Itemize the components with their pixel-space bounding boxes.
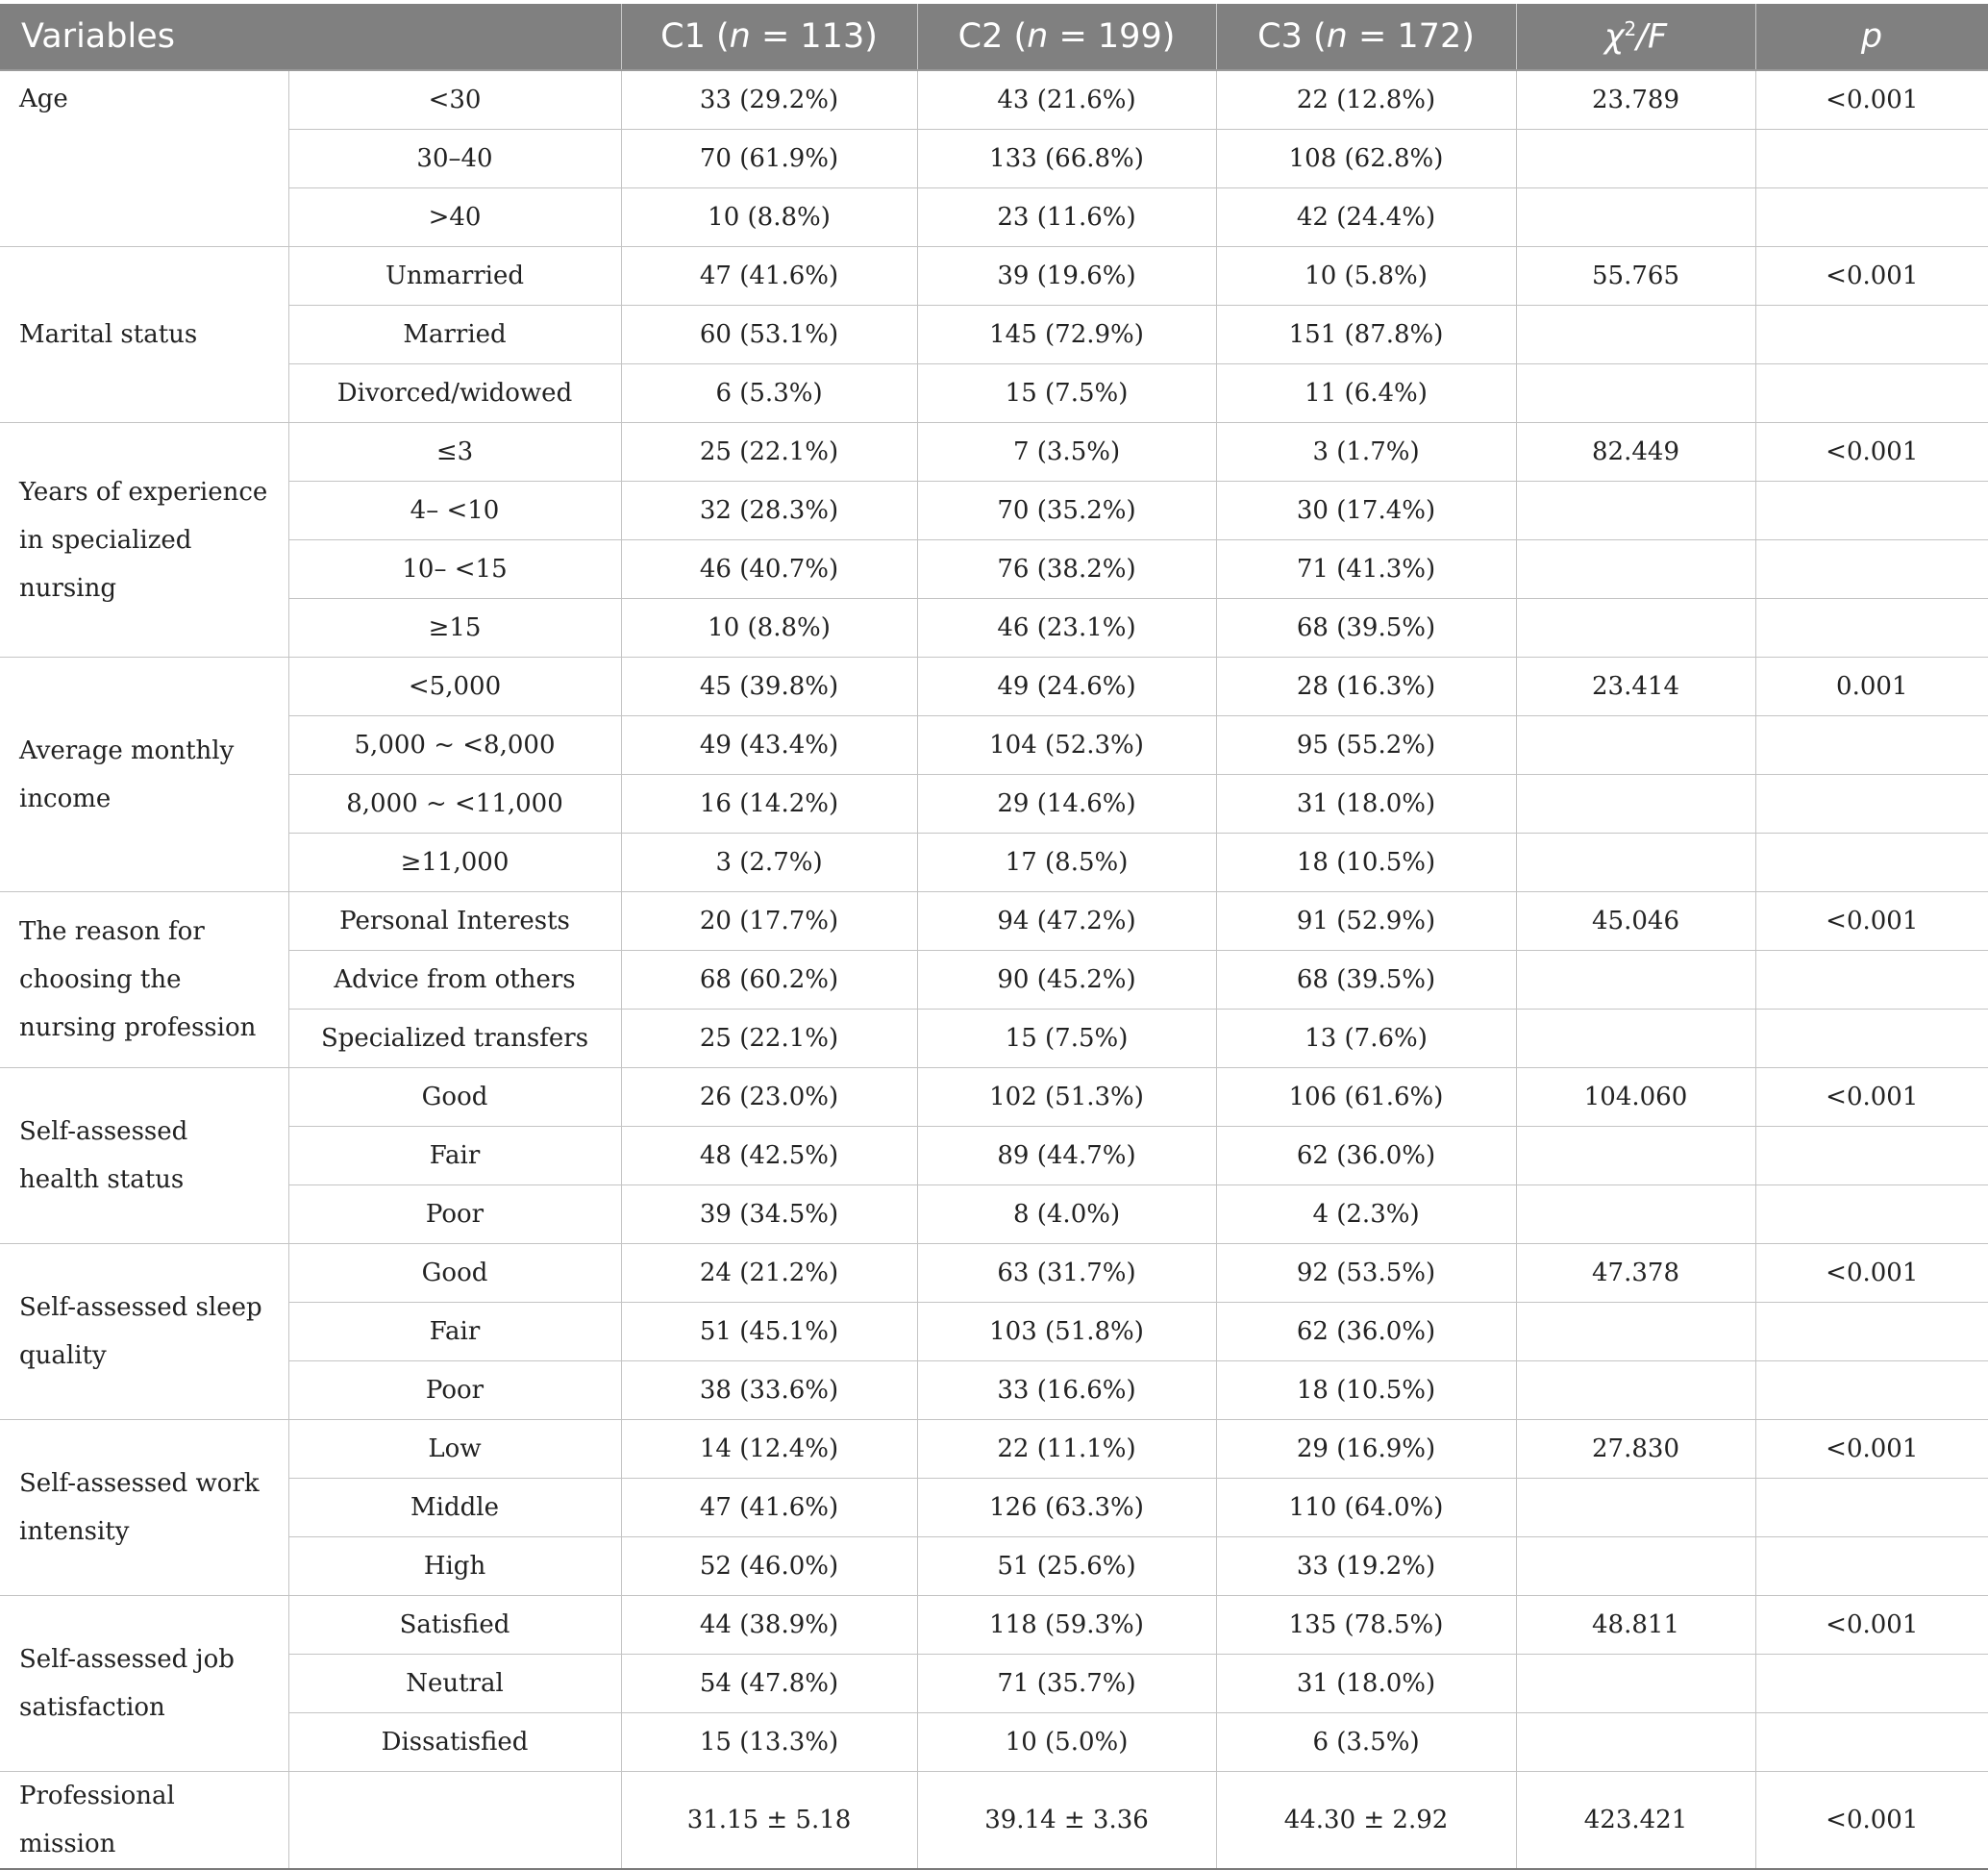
c3-value-cell: 92 (53.5%) xyxy=(1216,1244,1516,1303)
c1-value-cell: 14 (12.4%) xyxy=(621,1420,917,1479)
variable-name-cell: Self-assessed health status xyxy=(0,1068,288,1244)
variable-name-cell: Average monthly income xyxy=(0,658,288,892)
level-cell: Personal Interests xyxy=(288,892,621,951)
table-header xyxy=(0,4,1988,70)
table-row xyxy=(0,1420,1988,1479)
c1-value-cell: 44 (38.9%) xyxy=(621,1596,917,1655)
c1-value-cell: 39 (34.5%) xyxy=(621,1185,917,1244)
c2-value-cell: 33 (16.6%) xyxy=(917,1361,1216,1420)
level-cell: Married xyxy=(288,306,621,364)
table-row xyxy=(0,188,1988,247)
level-cell: 4– <10 xyxy=(288,482,621,540)
level-cell xyxy=(288,1772,621,1869)
c2-value-cell: 103 (51.8%) xyxy=(917,1303,1216,1361)
empty-p-cell xyxy=(1755,1713,1988,1772)
empty-p-cell xyxy=(1755,188,1988,247)
c2-value-cell: 104 (52.3%) xyxy=(917,716,1216,775)
p-value-cell: <0.001 xyxy=(1755,423,1988,482)
variable-name-cell: Self-assessed job satisfaction xyxy=(0,1596,288,1772)
table-row xyxy=(0,892,1988,951)
empty-p-cell xyxy=(1755,834,1988,892)
level-cell: Satisfied xyxy=(288,1596,621,1655)
table-row xyxy=(0,1479,1988,1537)
empty-stat-cell xyxy=(1516,1537,1755,1596)
c2-value-cell: 126 (63.3%) xyxy=(917,1479,1216,1537)
empty-p-cell xyxy=(1755,1361,1988,1420)
c2-value-cell: 90 (45.2%) xyxy=(917,951,1216,1010)
c3-value-cell: 108 (62.8%) xyxy=(1216,130,1516,188)
empty-stat-cell xyxy=(1516,1655,1755,1713)
level-cell: Dissatisfied xyxy=(288,1713,621,1772)
chi-square-f-cell: 23.414 xyxy=(1516,658,1755,716)
data-table-container xyxy=(0,4,1988,1869)
level-cell: <5,000 xyxy=(288,658,621,716)
level-cell: 30–40 xyxy=(288,130,621,188)
c3-value-cell: 29 (16.9%) xyxy=(1216,1420,1516,1479)
c2-value-cell: 39 (19.6%) xyxy=(917,247,1216,306)
c2-value-cell: 29 (14.6%) xyxy=(917,775,1216,834)
empty-p-cell xyxy=(1755,1010,1988,1068)
empty-stat-cell xyxy=(1516,1361,1755,1420)
c3-value-cell: 33 (19.2%) xyxy=(1216,1537,1516,1596)
empty-p-cell xyxy=(1755,775,1988,834)
c1-value-cell: 38 (33.6%) xyxy=(621,1361,917,1420)
table-row xyxy=(0,1244,1988,1303)
p-value-cell: <0.001 xyxy=(1755,1596,1988,1655)
c1-value-cell: 47 (41.6%) xyxy=(621,1479,917,1537)
chi-square-f-cell: 104.060 xyxy=(1516,1068,1755,1127)
empty-stat-cell xyxy=(1516,364,1755,423)
c3-value-cell: 11 (6.4%) xyxy=(1216,364,1516,423)
table-row xyxy=(0,775,1988,834)
table-row xyxy=(0,1010,1988,1068)
table-row xyxy=(0,70,1988,130)
c2-value-cell: 22 (11.1%) xyxy=(917,1420,1216,1479)
c3-value-cell: 62 (36.0%) xyxy=(1216,1303,1516,1361)
header-c2: C2 (n = 199) xyxy=(917,4,1216,70)
variable-name-cell: Self-assessed sleep quality xyxy=(0,1244,288,1420)
c2-value-cell: 15 (7.5%) xyxy=(917,364,1216,423)
c1-value-cell: 52 (46.0%) xyxy=(621,1537,917,1596)
c3-value-cell: 135 (78.5%) xyxy=(1216,1596,1516,1655)
c3-value-cell: 18 (10.5%) xyxy=(1216,834,1516,892)
c1-value-cell: 68 (60.2%) xyxy=(621,951,917,1010)
variable-name-cell: Age xyxy=(0,70,288,247)
empty-p-cell xyxy=(1755,364,1988,423)
empty-stat-cell xyxy=(1516,834,1755,892)
empty-p-cell xyxy=(1755,1185,1988,1244)
c1-value-cell: 24 (21.2%) xyxy=(621,1244,917,1303)
c3-value-cell: 22 (12.8%) xyxy=(1216,70,1516,130)
c2-value-cell: 63 (31.7%) xyxy=(917,1244,1216,1303)
table-row xyxy=(0,364,1988,423)
c3-value-cell: 31 (18.0%) xyxy=(1216,1655,1516,1713)
empty-stat-cell xyxy=(1516,1185,1755,1244)
table-row xyxy=(0,423,1988,482)
c3-value-cell: 30 (17.4%) xyxy=(1216,482,1516,540)
c3-value-cell: 6 (3.5%) xyxy=(1216,1713,1516,1772)
empty-stat-cell xyxy=(1516,540,1755,599)
level-cell: Good xyxy=(288,1244,621,1303)
table-row xyxy=(0,1655,1988,1713)
c1-value-cell: 25 (22.1%) xyxy=(621,1010,917,1068)
c1-value-cell: 25 (22.1%) xyxy=(621,423,917,482)
c1-value-cell: 48 (42.5%) xyxy=(621,1127,917,1185)
empty-p-cell xyxy=(1755,951,1988,1010)
level-cell: Low xyxy=(288,1420,621,1479)
c2-value-cell: 71 (35.7%) xyxy=(917,1655,1216,1713)
header-c1: C1 (n = 113) xyxy=(621,4,917,70)
c2-value-cell: 46 (23.1%) xyxy=(917,599,1216,658)
empty-stat-cell xyxy=(1516,716,1755,775)
empty-stat-cell xyxy=(1516,130,1755,188)
table-body xyxy=(0,70,1988,1869)
empty-stat-cell xyxy=(1516,482,1755,540)
level-cell: Middle xyxy=(288,1479,621,1537)
c1-value-cell: 6 (5.3%) xyxy=(621,364,917,423)
table-row xyxy=(0,306,1988,364)
c1-value-cell: 31.15 ± 5.18 xyxy=(621,1772,917,1869)
table-row xyxy=(0,1537,1988,1596)
chi-square-f-cell: 47.378 xyxy=(1516,1244,1755,1303)
c1-value-cell: 46 (40.7%) xyxy=(621,540,917,599)
level-cell: <30 xyxy=(288,70,621,130)
c2-value-cell: 49 (24.6%) xyxy=(917,658,1216,716)
c3-value-cell: 68 (39.5%) xyxy=(1216,599,1516,658)
empty-stat-cell xyxy=(1516,1127,1755,1185)
level-cell: Unmarried xyxy=(288,247,621,306)
chi-square-f-cell: 82.449 xyxy=(1516,423,1755,482)
p-value-cell: <0.001 xyxy=(1755,1420,1988,1479)
level-cell: 5,000 ~ <8,000 xyxy=(288,716,621,775)
p-value-cell: <0.001 xyxy=(1755,1772,1988,1869)
table-row xyxy=(0,1713,1988,1772)
c1-value-cell: 20 (17.7%) xyxy=(621,892,917,951)
c1-value-cell: 10 (8.8%) xyxy=(621,599,917,658)
table-row xyxy=(0,482,1988,540)
empty-stat-cell xyxy=(1516,1713,1755,1772)
empty-p-cell xyxy=(1755,540,1988,599)
c1-value-cell: 16 (14.2%) xyxy=(621,775,917,834)
c2-value-cell: 94 (47.2%) xyxy=(917,892,1216,951)
header-variables: Variables xyxy=(0,4,621,70)
c1-value-cell: 51 (45.1%) xyxy=(621,1303,917,1361)
c2-value-cell: 43 (21.6%) xyxy=(917,70,1216,130)
c1-value-cell: 3 (2.7%) xyxy=(621,834,917,892)
table-row xyxy=(0,599,1988,658)
c2-value-cell: 118 (59.3%) xyxy=(917,1596,1216,1655)
level-cell: Fair xyxy=(288,1303,621,1361)
level-cell: Divorced/widowed xyxy=(288,364,621,423)
c3-value-cell: 13 (7.6%) xyxy=(1216,1010,1516,1068)
level-cell: Fair xyxy=(288,1127,621,1185)
level-cell: Specialized transfers xyxy=(288,1010,621,1068)
c3-value-cell: 95 (55.2%) xyxy=(1216,716,1516,775)
empty-p-cell xyxy=(1755,482,1988,540)
empty-p-cell xyxy=(1755,130,1988,188)
level-cell: Poor xyxy=(288,1185,621,1244)
c3-value-cell: 44.30 ± 2.92 xyxy=(1216,1772,1516,1869)
p-value-cell: <0.001 xyxy=(1755,247,1988,306)
c2-value-cell: 17 (8.5%) xyxy=(917,834,1216,892)
chi-square-f-cell: 27.830 xyxy=(1516,1420,1755,1479)
table-row xyxy=(0,716,1988,775)
c3-value-cell: 18 (10.5%) xyxy=(1216,1361,1516,1420)
empty-p-cell xyxy=(1755,1127,1988,1185)
c1-value-cell: 60 (53.1%) xyxy=(621,306,917,364)
empty-stat-cell xyxy=(1516,775,1755,834)
c2-value-cell: 7 (3.5%) xyxy=(917,423,1216,482)
header-row xyxy=(0,4,1988,70)
empty-stat-cell xyxy=(1516,1010,1755,1068)
empty-stat-cell xyxy=(1516,1479,1755,1537)
c1-value-cell: 49 (43.4%) xyxy=(621,716,917,775)
c2-value-cell: 39.14 ± 3.36 xyxy=(917,1772,1216,1869)
level-cell: Poor xyxy=(288,1361,621,1420)
p-value-cell: 0.001 xyxy=(1755,658,1988,716)
table-row xyxy=(0,951,1988,1010)
c1-value-cell: 70 (61.9%) xyxy=(621,130,917,188)
empty-p-cell xyxy=(1755,1479,1988,1537)
c3-value-cell: 42 (24.4%) xyxy=(1216,188,1516,247)
c2-value-cell: 102 (51.3%) xyxy=(917,1068,1216,1127)
chi-square-f-cell: 45.046 xyxy=(1516,892,1755,951)
table-row xyxy=(0,247,1988,306)
table-row xyxy=(0,1185,1988,1244)
c1-value-cell: 47 (41.6%) xyxy=(621,247,917,306)
c3-value-cell: 62 (36.0%) xyxy=(1216,1127,1516,1185)
c2-value-cell: 10 (5.0%) xyxy=(917,1713,1216,1772)
c1-value-cell: 10 (8.8%) xyxy=(621,188,917,247)
c1-value-cell: 26 (23.0%) xyxy=(621,1068,917,1127)
c3-value-cell: 31 (18.0%) xyxy=(1216,775,1516,834)
empty-p-cell xyxy=(1755,716,1988,775)
level-cell: 8,000 ~ <11,000 xyxy=(288,775,621,834)
table-row xyxy=(0,130,1988,188)
level-cell: High xyxy=(288,1537,621,1596)
c2-value-cell: 89 (44.7%) xyxy=(917,1127,1216,1185)
header-p-value: p xyxy=(1755,4,1988,70)
empty-p-cell xyxy=(1755,599,1988,658)
c1-value-cell: 15 (13.3%) xyxy=(621,1713,917,1772)
chi-square-f-cell: 55.765 xyxy=(1516,247,1755,306)
c1-value-cell: 32 (28.3%) xyxy=(621,482,917,540)
chi-square-f-cell: 48.811 xyxy=(1516,1596,1755,1655)
c3-value-cell: 4 (2.3%) xyxy=(1216,1185,1516,1244)
empty-p-cell xyxy=(1755,306,1988,364)
c2-value-cell: 70 (35.2%) xyxy=(917,482,1216,540)
table-row xyxy=(0,1303,1988,1361)
table-row xyxy=(0,1772,1988,1869)
header-c3: C3 (n = 172) xyxy=(1216,4,1516,70)
variable-name-cell: Marital status xyxy=(0,247,288,423)
table-row xyxy=(0,1127,1988,1185)
empty-stat-cell xyxy=(1516,306,1755,364)
empty-stat-cell xyxy=(1516,951,1755,1010)
table-row xyxy=(0,658,1988,716)
p-value-cell: <0.001 xyxy=(1755,70,1988,130)
chi-square-f-cell: 23.789 xyxy=(1516,70,1755,130)
level-cell: 10– <15 xyxy=(288,540,621,599)
table-row xyxy=(0,1596,1988,1655)
level-cell: Good xyxy=(288,1068,621,1127)
c3-value-cell: 110 (64.0%) xyxy=(1216,1479,1516,1537)
c1-value-cell: 45 (39.8%) xyxy=(621,658,917,716)
c3-value-cell: 10 (5.8%) xyxy=(1216,247,1516,306)
table-row xyxy=(0,540,1988,599)
empty-p-cell xyxy=(1755,1655,1988,1713)
level-cell: ≥11,000 xyxy=(288,834,621,892)
c2-value-cell: 8 (4.0%) xyxy=(917,1185,1216,1244)
variable-name-cell: The reason for choosing the nursing profession xyxy=(0,892,288,1068)
c1-value-cell: 54 (47.8%) xyxy=(621,1655,917,1713)
demographics-table xyxy=(0,4,1988,1869)
empty-p-cell xyxy=(1755,1303,1988,1361)
c3-value-cell: 68 (39.5%) xyxy=(1216,951,1516,1010)
variable-name-cell: Professional mission xyxy=(0,1772,288,1869)
c3-value-cell: 106 (61.6%) xyxy=(1216,1068,1516,1127)
empty-stat-cell xyxy=(1516,599,1755,658)
p-value-cell: <0.001 xyxy=(1755,892,1988,951)
c2-value-cell: 133 (66.8%) xyxy=(917,130,1216,188)
level-cell: ≤3 xyxy=(288,423,621,482)
c3-value-cell: 151 (87.8%) xyxy=(1216,306,1516,364)
c3-value-cell: 71 (41.3%) xyxy=(1216,540,1516,599)
empty-stat-cell xyxy=(1516,188,1755,247)
c1-value-cell: 33 (29.2%) xyxy=(621,70,917,130)
table-row xyxy=(0,1068,1988,1127)
c2-value-cell: 145 (72.9%) xyxy=(917,306,1216,364)
c3-value-cell: 91 (52.9%) xyxy=(1216,892,1516,951)
c2-value-cell: 23 (11.6%) xyxy=(917,188,1216,247)
c3-value-cell: 3 (1.7%) xyxy=(1216,423,1516,482)
p-value-cell: <0.001 xyxy=(1755,1068,1988,1127)
level-cell: Neutral xyxy=(288,1655,621,1713)
variable-name-cell: Self-assessed work intensity xyxy=(0,1420,288,1596)
chi-square-f-cell: 423.421 xyxy=(1516,1772,1755,1869)
empty-p-cell xyxy=(1755,1537,1988,1596)
c2-value-cell: 51 (25.6%) xyxy=(917,1537,1216,1596)
empty-stat-cell xyxy=(1516,1303,1755,1361)
p-value-cell: <0.001 xyxy=(1755,1244,1988,1303)
level-cell: Advice from others xyxy=(288,951,621,1010)
table-row xyxy=(0,1361,1988,1420)
variable-name-cell: Years of experience in specialized nursing xyxy=(0,423,288,658)
c2-value-cell: 76 (38.2%) xyxy=(917,540,1216,599)
level-cell: >40 xyxy=(288,188,621,247)
c2-value-cell: 15 (7.5%) xyxy=(917,1010,1216,1068)
header-chi-square-f: $\chi^2/F$ xyxy=(1516,4,1755,70)
table-row xyxy=(0,834,1988,892)
level-cell: ≥15 xyxy=(288,599,621,658)
c3-value-cell: 28 (16.3%) xyxy=(1216,658,1516,716)
